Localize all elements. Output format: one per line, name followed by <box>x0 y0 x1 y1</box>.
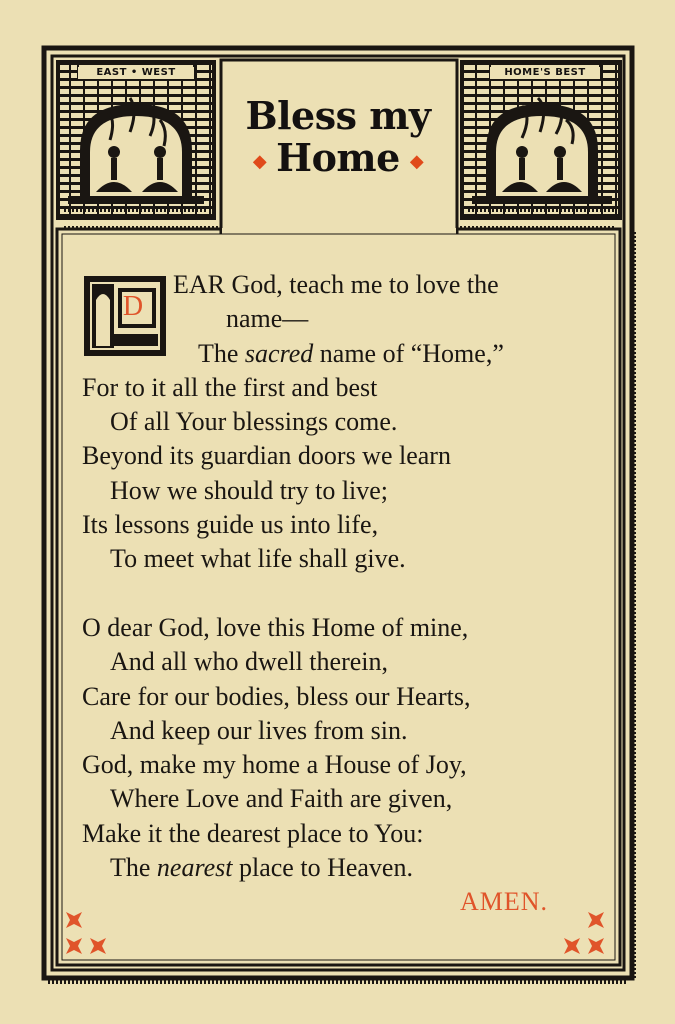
title-word-home: Home <box>276 135 400 180</box>
poem-line: To meet what life shall give. <box>110 544 406 574</box>
poem-emphasis: sacred <box>244 338 314 368</box>
stanza-break <box>82 577 622 611</box>
page-title <box>222 93 454 184</box>
title-line-1: Bless my <box>245 93 431 138</box>
poem-line: And keep our lives from sin. <box>110 715 408 745</box>
title-line-2 <box>222 136 454 184</box>
poem-text: The <box>110 853 157 883</box>
poem-line: Where Love and Faith are given, <box>110 784 453 814</box>
poem-line: Of all Your blessings come. <box>110 407 398 437</box>
poem-line: name— <box>226 304 309 334</box>
poem-line: God, make my home a House of Joy, <box>82 750 467 780</box>
poem-line: Make it the dearest place to You: <box>82 818 424 848</box>
poem-line: Care for our bodies, bless our Hearts, <box>82 681 471 711</box>
poem-text: The <box>198 338 245 368</box>
poem-line: How we should try to live; <box>110 475 389 505</box>
diamond-ornament-icon: ◆ <box>252 150 267 172</box>
dropcap-letter: D <box>122 291 144 322</box>
diamond-ornament-icon: ◆ <box>409 150 424 172</box>
poem-line <box>82 337 622 371</box>
poem-line: And all who dwell therein, <box>110 647 388 677</box>
amen-closing: AMEN. <box>459 887 548 917</box>
poem-text: name of “Home,” <box>313 338 504 368</box>
poem-line: O dear God, love this Home of mine, <box>82 612 469 642</box>
poem-emphasis: nearest <box>156 853 233 883</box>
poem <box>82 268 622 920</box>
plaque-homes-best: HOME'S BEST <box>490 67 600 79</box>
poem-line <box>82 851 622 885</box>
poem-line: EAR God, teach me to love the <box>173 270 499 299</box>
poem-line: Its lessons guide us into life, <box>82 510 379 540</box>
poem-line: Beyond its guardian doors we learn <box>82 441 451 471</box>
fireplace-illustration-right <box>460 60 622 220</box>
fireplace-illustration-left <box>56 60 216 220</box>
poem-text: place to Heaven. <box>232 853 413 883</box>
plaque-east-west: EAST • WEST <box>78 67 194 79</box>
poem-line: For to it all the first and best <box>82 372 378 402</box>
